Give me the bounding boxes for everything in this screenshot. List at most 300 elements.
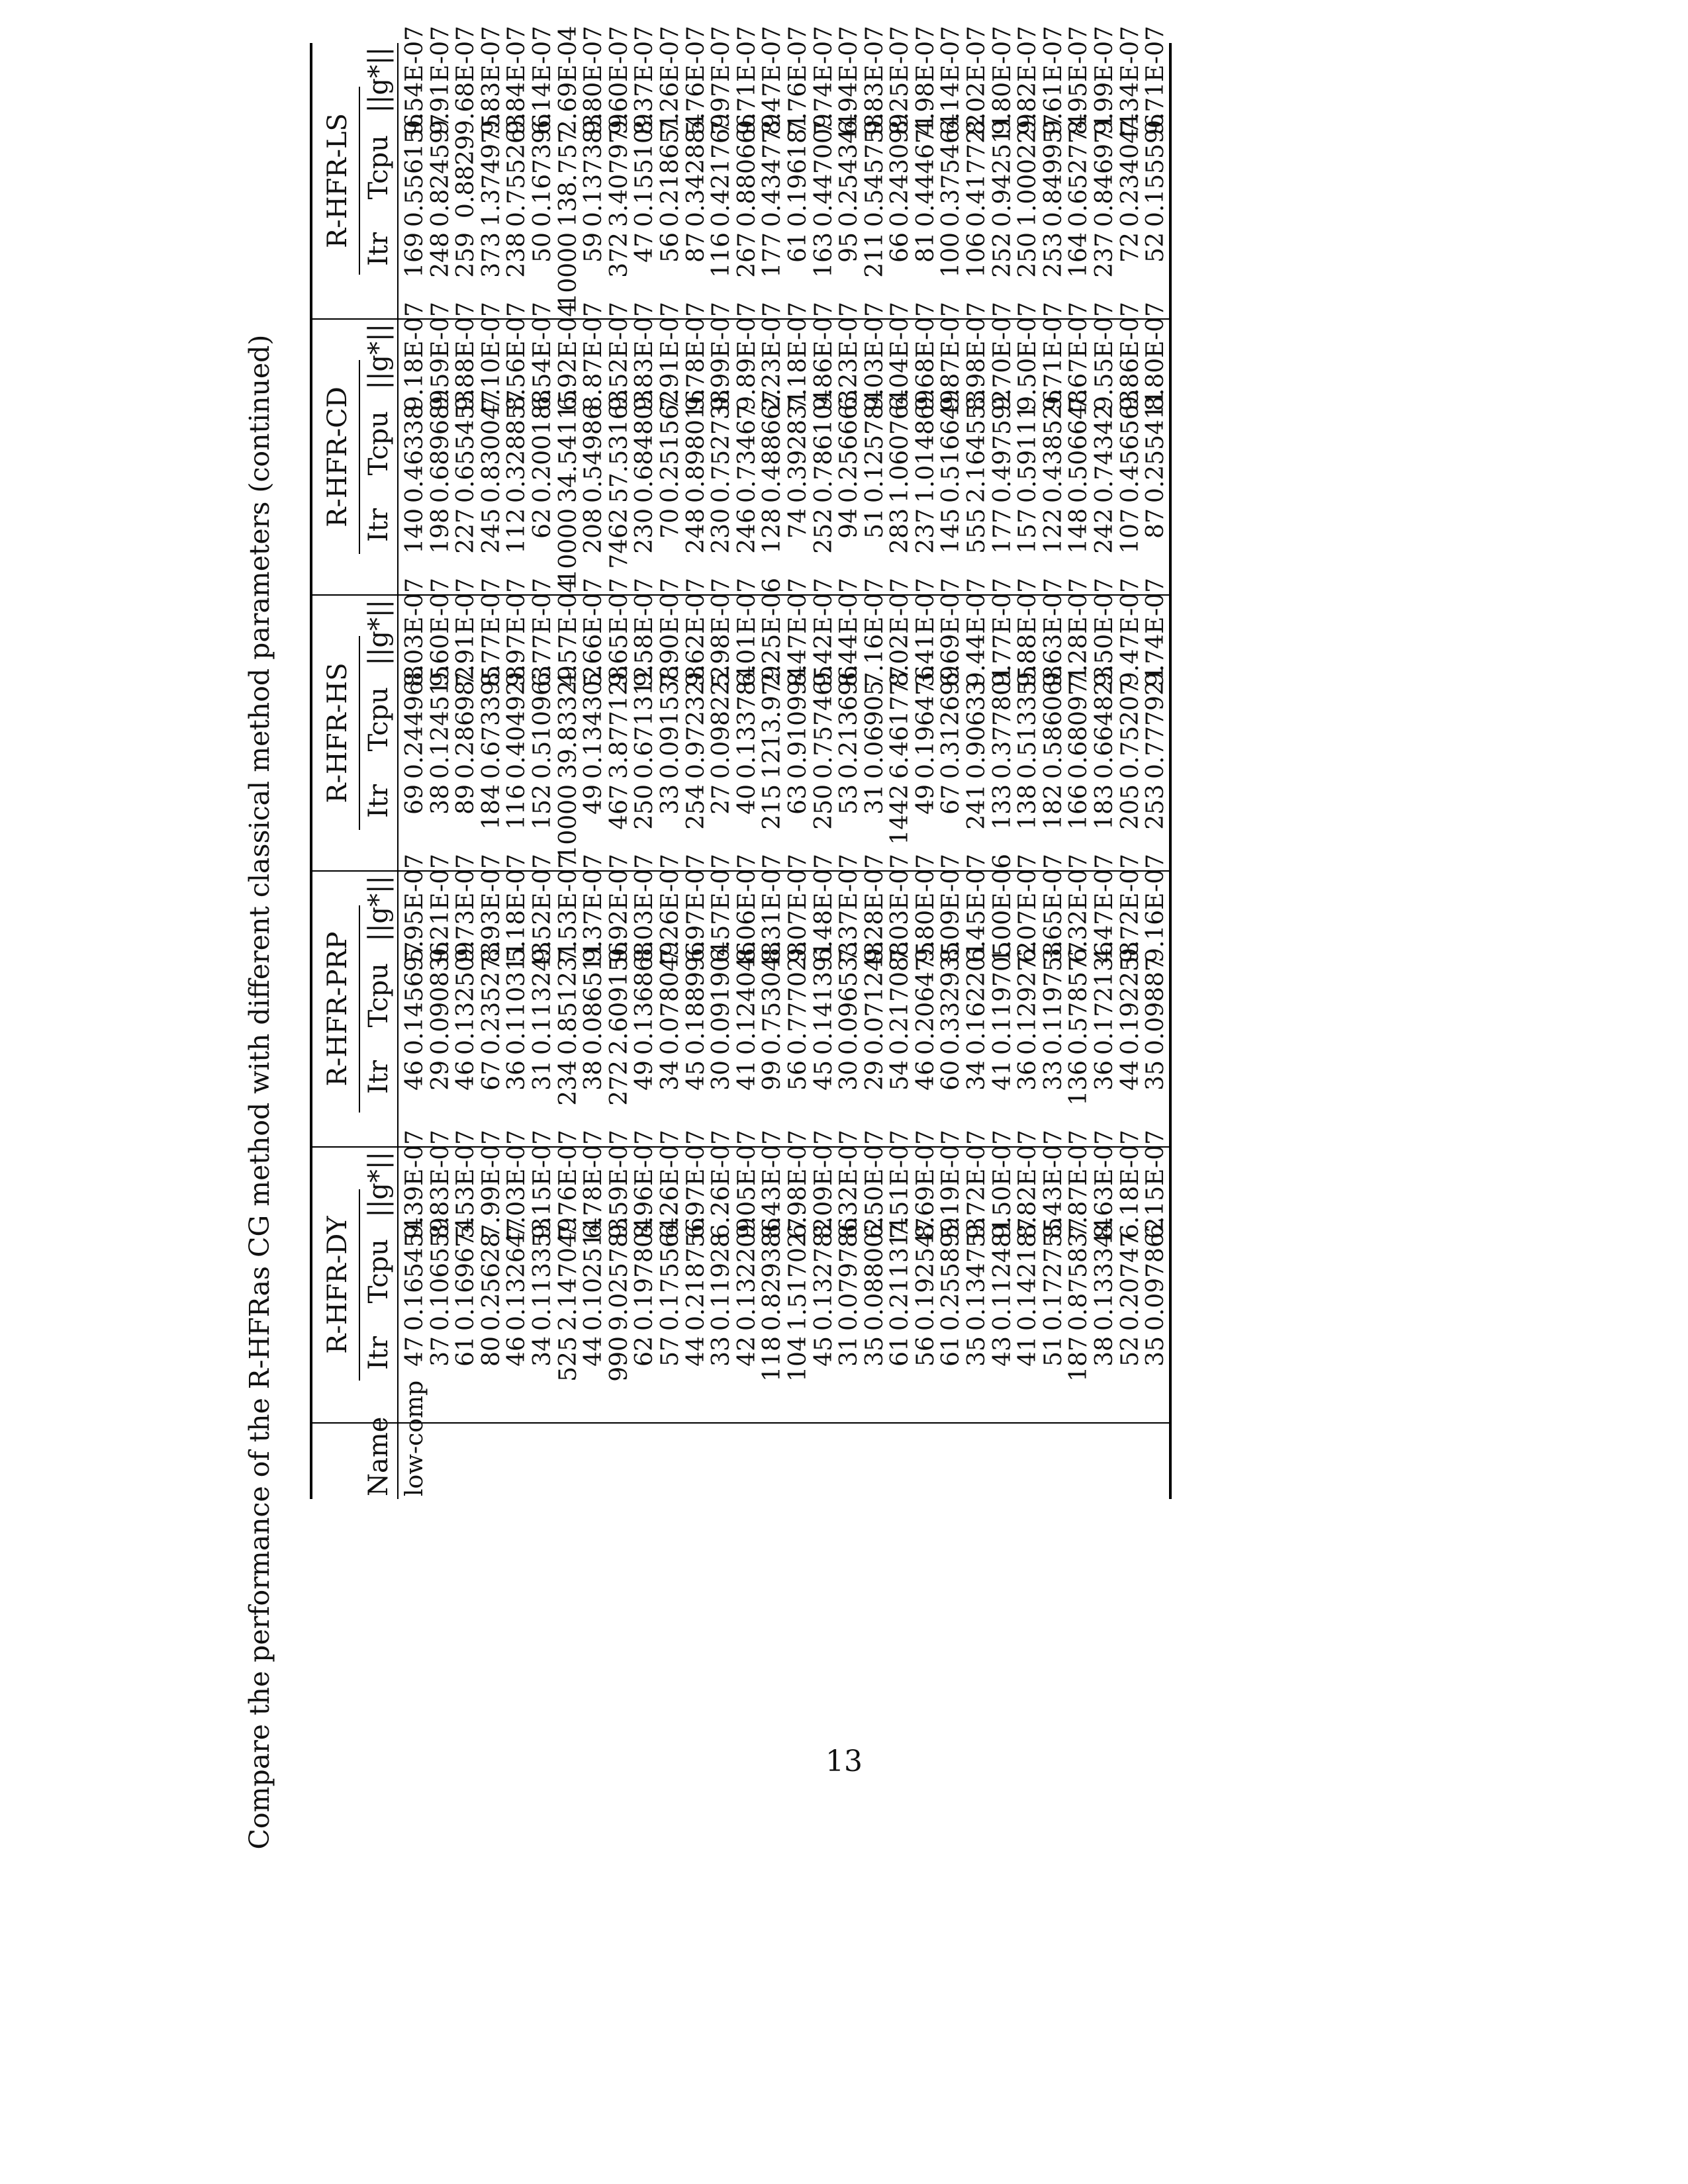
itr-cell: 45 [810,1060,837,1091]
itr-cell: 61 [452,1336,480,1367]
gnorm-cell: 9.73E-07 [452,853,480,963]
gnorm-cell: 8.03E-07 [398,595,428,687]
itr-cell: 29 [861,1060,888,1091]
method-header-row [312,43,360,1499]
tcpu-cell: 0.377801 [988,665,1016,779]
tcpu-cell: 0.192547 [912,1217,939,1331]
method-header: R-HFR-DY [312,1147,360,1423]
itr-cell: 133 [988,784,1016,830]
itr-cell: 10000 [554,508,582,584]
tcpu-cell: 0.132782 [810,1217,837,1331]
tcpu-cell: 1.517027 [784,1217,812,1331]
table-row [888,43,914,1499]
itr-cell: 67 [937,784,965,815]
itr-cell: 237 [912,508,939,554]
gnorm-cell: 6.77E-07 [528,577,556,687]
itr-cell: 38 [580,1060,608,1091]
name-header-spacer [312,1423,360,1499]
itr-cell: 1442 [886,784,914,845]
tcpu-cell: 0.456563 [1116,389,1144,503]
problem-name-cell: low-comp [398,1423,428,1499]
itr-cell: 61 [937,1336,965,1367]
tcpu-cell: 0.545758 [861,113,888,227]
gnorm-cell: 9.71E-07 [733,25,761,135]
problem-name-cell [1066,1423,1092,1499]
tcpu-cell: 0.133784 [733,665,761,779]
problem-name-cell [760,1423,786,1499]
problem-name-cell [837,1423,863,1499]
itr-cell: 49 [631,1060,659,1091]
itr-cell: 148 [1065,508,1093,554]
itr-cell: 182 [1039,784,1067,830]
itr-cell: 238 [503,232,531,278]
gnorm-cell: 6.48E-07 [810,853,837,963]
table-row [964,43,990,1499]
tcpu-cell: 0.684803 [631,389,659,503]
tcpu-cell: 0.192258 [1116,941,1144,1055]
gnorm-cell: 9.59E-07 [426,301,454,411]
tcpu-cell: 0.664823 [1091,665,1119,779]
gnorm-cell: 9.61E-07 [1039,25,1067,135]
gnorm-cell: 7.51E-07 [886,1129,914,1239]
tcpu-cell: 0.342884 [682,113,710,227]
gnorm-cell: 9.99E-07 [708,301,735,411]
tcpu-cell: 1.374975 [477,113,505,227]
gnorm-cell: 9.16E-07 [1142,853,1170,963]
itr-cell: 46 [452,1060,480,1091]
itr-cell: 250 [631,784,659,830]
itr-cell: 66 [886,232,914,263]
gnorm-cell: 9.80E-07 [988,25,1016,135]
itr-cell: 372 [605,232,633,278]
gnorm-cell: 9.78E-07 [682,301,710,411]
gnorm-cell: 9.89E-07 [733,301,761,411]
itr-cell: 52 [1116,1336,1144,1367]
table-row [607,43,633,1499]
itr-cell: 35 [963,1336,991,1367]
gnorm-cell: 9.39E-07 [398,1147,428,1239]
itr-cell: 41 [1014,1336,1042,1367]
tcpu-cell: 0.655453 [452,389,480,503]
itr-cell: 118 [759,1336,786,1382]
itr-cell: 46 [912,1060,939,1091]
itr-cell: 67 [477,1060,505,1091]
itr-cell: 248 [682,508,710,554]
itr-cell: 259 [452,232,480,278]
gnorm-cell: 9.83E-07 [861,25,888,135]
gnorm-cell: 9.83E-07 [631,301,659,411]
gnorm-cell: 7.91E-07 [452,577,480,687]
gnorm-cell: 8.83E-07 [426,1129,454,1239]
problem-name-cell [863,1423,888,1499]
table-row [1066,43,1092,1499]
problem-name-cell [914,1423,939,1499]
tcpu-cell: 0.392831 [784,389,812,503]
tcpu-cell: 0.46338 [401,404,428,503]
method-header: R-HFR-HS [312,595,360,871]
gnorm-cell: 8.93E-07 [477,853,505,963]
itr-cell: 555 [963,508,991,554]
gnorm-cell: 6.14E-07 [528,25,556,135]
gnorm-cell: 8.06E-07 [733,853,761,963]
itr-cell: 89 [452,784,480,815]
itr-cell: 31 [528,1060,556,1091]
itr-cell: 72 [1116,232,1144,263]
gnorm-cell: 7.37E-07 [835,853,863,963]
itr-cell: 87 [682,232,710,263]
tcpu-cell: 0.071248 [861,941,888,1055]
tcpu-cell: 0.752738 [708,389,735,503]
tcpu-cell: 57.53163 [605,389,633,503]
table-row [1118,43,1144,1499]
itr-cell: 49 [912,784,939,815]
itr-cell: 241 [963,784,991,830]
gnorm-cell: 8.02E-07 [886,577,914,687]
itr-cell: 44 [580,1336,608,1367]
tcpu-cell: 0.132509 [452,941,480,1055]
gnorm-cell: 1.00E-06 [988,853,1016,963]
itr-cell: 152 [528,784,556,830]
itr-cell: 140 [401,508,428,554]
column-header-row [360,43,398,1499]
tcpu-cell: 0.20747 [1116,1232,1144,1331]
gnorm-cell: 8.69E-07 [912,1129,939,1239]
tcpu-cell: 0.59111 [1014,404,1042,503]
table-row [786,43,812,1499]
itr-cell: 177 [759,232,786,278]
tcpu-cell: 0.136868 [631,941,659,1055]
gnorm-cell: 8.09E-07 [810,1129,837,1239]
tcpu-cell: 0.090836 [426,941,454,1055]
tcpu-cell: 0.8829 [452,135,480,218]
itr-cell: 31 [835,1336,863,1367]
gnorm-cell: 8.82E-07 [1014,1129,1042,1239]
tcpu-cell: 0.510963 [528,665,556,779]
itr-cell: 53 [835,784,863,815]
tcpu-cell: 0.133344 [1091,1217,1119,1331]
tcpu-cell: 0.119758 [1039,941,1067,1055]
gnorm-cell: 8.44E-07 [835,577,863,687]
itr-cell: 177 [988,508,1016,554]
problem-name-cell [453,1423,479,1499]
tcpu-cell: 0.141391 [810,941,837,1055]
itr-cell: 10000 [554,232,582,308]
gnorm-cell: 8.31E-07 [759,853,786,963]
gnorm-cell: 6.07E-07 [1014,853,1042,963]
itr-cell: 525 [554,1336,582,1382]
itr-cell: 62 [631,1336,659,1367]
itr-cell: 272 [605,1060,633,1106]
itr-cell: 33 [708,1336,735,1367]
tcpu-cell: 0.875837 [1065,1217,1093,1331]
gnorm-cell: 6.57E-07 [708,853,735,963]
gnorm-cell: 7.74E-07 [810,25,837,135]
itr-cell: 43 [988,1336,1016,1367]
itr-cell: 242 [1091,508,1119,554]
gnorm-header: ||g*|| [360,319,398,411]
itr-cell: 33 [656,784,684,815]
tcpu-cell: 0.112481 [988,1217,1016,1331]
tcpu-cell: 0.73467 [733,404,761,503]
tcpu-cell: 0.196476 [912,665,939,779]
gnorm-cell: 7.67E-07 [1065,301,1093,411]
table-row [684,43,710,1499]
tcpu-cell: 0.134302 [580,665,608,779]
gnorm-cell: 7.03E-07 [503,1129,531,1239]
tcpu-cell: 0.196181 [784,113,812,227]
gnorm-cell: 4.98E-07 [912,25,939,135]
problem-name-cell [990,1423,1016,1499]
tcpu-cell: 0.497592 [988,389,1016,503]
tcpu-cell: 0.846971 [1091,113,1119,227]
gnorm-cell: 8.63E-07 [1091,1129,1119,1239]
itr-cell: 116 [708,232,735,278]
gnorm-cell: 9.60E-07 [605,25,633,135]
tcpu-cell: 0.851231 [554,941,582,1055]
gnorm-cell: 8.25E-07 [886,25,914,135]
gnorm-cell: 9.71E-07 [1039,301,1067,411]
gnorm-cell: 7.03E-07 [886,853,914,963]
gnorm-cell: 5.95E-07 [398,871,428,963]
itr-cell: 104 [784,1336,812,1382]
gnorm-cell: 7.34E-07 [1116,25,1144,135]
gnorm-cell: 9.58E-07 [631,577,659,687]
problem-name-cell [1118,1423,1144,1499]
tcpu-cell: 0.113353 [528,1217,556,1331]
problem-name-cell [504,1423,530,1499]
itr-cell: 47 [401,1336,428,1367]
tcpu-cell: 0.375464 [937,113,965,227]
tcpu-cell: 0.102514 [580,1217,608,1331]
gnorm-header: ||g*|| [360,871,398,963]
tcpu-cell: 0.091904 [708,941,735,1055]
tcpu-cell: 0.753048 [759,941,786,1055]
itr-cell: 136 [1065,1060,1093,1106]
tcpu-cell: 0.169674 [452,1217,480,1331]
gnorm-cell: 9.97E-07 [503,577,531,687]
tcpu-cell: 9.025783 [605,1217,633,1331]
gnorm-cell: 6.69E-07 [937,577,965,687]
tcpu-cell: 0.134753 [963,1217,991,1331]
gnorm-cell: 8.80E-07 [1142,301,1170,411]
itr-cell: 145 [937,508,965,554]
tcpu-cell: 0.488667 [759,389,786,503]
gnorm-cell: 8.09E-07 [937,853,965,963]
tcpu-cell: 0.578577 [1065,941,1093,1055]
tcpu-cell: 0.155109 [631,113,659,227]
tcpu-header: Tcpu [360,411,398,503]
itr-cell: 230 [708,508,735,554]
gnorm-header: ||g*|| [360,595,398,687]
itr-cell: 248 [426,232,454,278]
itr-cell: 38 [1091,1336,1119,1367]
tcpu-cell: 0.74342 [1091,404,1119,503]
tcpu-cell: 0.124046 [733,941,761,1055]
gnorm-cell: 6.97E-07 [682,853,710,963]
tcpu-cell: 0.098222 [708,665,735,779]
results-table [310,25,1172,1499]
tcpu-cell: 0.079786 [835,1217,863,1331]
tcpu-cell: 0.172136 [1091,941,1119,1055]
itr-cell: 211 [861,232,888,278]
tcpu-cell: 0.829386 [759,1217,786,1331]
tcpu-cell: 0.088002 [861,1217,888,1331]
problem-name-cell [1041,1423,1067,1499]
gnorm-cell: 6.78E-07 [580,1129,608,1239]
gnorm-cell: 9.80E-07 [912,853,939,963]
tcpu-cell: 0.434779 [759,113,786,227]
itr-cell: 34 [963,1060,991,1091]
tcpu-cell: 0.255899 [937,1217,965,1331]
tcpu-cell: 0.234044 [1116,113,1144,227]
gnorm-cell: 8.37E-07 [631,25,659,135]
itr-header: Itr [360,1331,398,1423]
tcpu-cell: 0.145697 [401,941,428,1055]
tcpu-cell: 0.972328 [682,665,710,779]
gnorm-cell: 9.77E-07 [988,577,1016,687]
itr-cell: 267 [733,232,761,278]
tcpu-cell: 0.142187 [1014,1217,1042,1331]
gnorm-cell: 6.97E-07 [682,1129,710,1239]
itr-cell: 35 [1142,1336,1170,1367]
gnorm-cell: 9.88E-07 [1014,577,1042,687]
itr-cell: 163 [810,232,837,278]
tcpu-cell: 0.75207 [1116,680,1144,779]
tcpu-cell: 2.164553 [963,389,991,503]
gnorm-cell: 9.03E-07 [861,301,888,411]
tcpu-cell: 0.218756 [682,1217,710,1331]
problem-name-cell [632,1423,658,1499]
itr-cell: 51 [861,508,888,539]
itr-cell: 81 [912,232,939,263]
itr-cell: 46 [503,1336,531,1367]
gnorm-cell: 7.16E-07 [861,577,888,687]
itr-cell: 99 [759,1060,786,1091]
gnorm-cell: 9.15E-07 [528,1129,556,1239]
table-row [812,43,837,1499]
problem-name-cell [709,1423,735,1499]
gnorm-cell: 8.02E-07 [963,25,991,135]
itr-cell: 253 [1039,232,1067,278]
tcpu-header: Tcpu [360,963,398,1055]
tcpu-cell: 0.162201 [963,941,991,1055]
itr-cell: 283 [886,508,914,554]
itr-cell: 51 [1039,1336,1067,1367]
tcpu-cell: 0.09887 [1142,956,1170,1055]
itr-cell: 45 [810,1336,837,1367]
tcpu-cell: 0.218651 [656,113,684,227]
gnorm-cell: 6.45E-07 [963,853,991,963]
tcpu-cell: 0.200188 [528,389,556,503]
itr-cell: 116 [503,784,531,830]
problem-name-cell [530,1423,556,1499]
problem-name-cell [556,1423,582,1499]
tcpu-cell: 0.110311 [503,941,531,1055]
tcpu-cell: 0.256663 [835,389,863,503]
gnorm-cell: 9.80E-07 [580,25,608,135]
itr-cell: 31 [861,784,888,815]
gnorm-cell: 9.86E-07 [1116,301,1144,411]
method-header: R-HFR-PRP [312,871,360,1147]
itr-header: Itr [360,779,398,871]
itr-cell: 252 [810,508,837,554]
gnorm-cell: 9.72E-07 [963,1129,991,1239]
tcpu-cell: 0.777921 [1142,665,1170,779]
itr-header: Itr [360,227,398,319]
tcpu-cell: 0.404928 [503,665,531,779]
gnorm-cell: 8.32E-07 [835,1129,863,1239]
itr-cell: 138 [1014,784,1042,830]
gnorm-cell: 9.54E-07 [401,25,428,135]
tcpu-cell: 0.586068 [1039,665,1067,779]
itr-cell: 164 [1065,232,1093,278]
itr-cell: 112 [503,508,531,554]
problem-name-cell [812,1423,837,1499]
tcpu-cell: 0.113243 [528,941,556,1055]
itr-cell: 169 [401,232,428,278]
gnorm-cell: 9.86E-07 [810,301,837,411]
table-row [760,43,786,1499]
table-row [428,43,454,1499]
gnorm-cell: 9.52E-07 [528,853,556,963]
tcpu-cell: 0.824597 [426,113,454,227]
gnorm-cell: 6.98E-07 [784,1129,812,1239]
tcpu-cell: 0.910994 [784,665,812,779]
itr-cell: 30 [708,1060,735,1091]
gnorm-cell: 5.18E-07 [503,853,531,963]
itr-cell: 250 [810,784,837,830]
tcpu-cell: 0.06905 [861,680,888,779]
tcpu-cell: 0.206475 [912,941,939,1055]
itr-cell: 107 [1116,508,1144,554]
itr-cell: 47 [631,232,659,263]
itr-cell: 27 [708,784,735,815]
itr-cell: 250 [1014,232,1042,278]
gnorm-cell: 4.47E-07 [1091,853,1119,963]
gnorm-cell: 9.68E-07 [912,301,939,411]
gnorm-cell: 8.56E-07 [503,301,531,411]
itr-cell: 42 [733,1336,761,1367]
gnorm-cell: 9.60E-07 [426,577,454,687]
itr-cell: 184 [477,784,505,830]
tcpu-cell: 39.83329 [554,665,582,779]
itr-cell: 128 [759,508,786,554]
itr-cell: 61 [886,1336,914,1367]
gnorm-cell: 6.23E-07 [835,301,863,411]
problem-name-cell [735,1423,761,1499]
tcpu-cell: 0.438526 [1039,389,1067,503]
gnorm-cell: 9.07E-07 [784,853,812,963]
gnorm-cell: 7.99E-07 [477,1129,505,1239]
itr-cell: 80 [477,1336,505,1367]
itr-cell: 34 [528,1336,556,1367]
gnorm-cell: 9.88E-07 [452,301,480,411]
problem-name-cell [684,1423,710,1499]
tcpu-cell: 34.54115 [554,389,582,503]
problem-name-cell [888,1423,914,1499]
tcpu-cell: 0.506648 [1065,389,1093,503]
tcpu-cell: 0.680971 [1065,665,1093,779]
tcpu-cell: 0.417722 [963,113,991,227]
gnorm-cell: 9.62E-07 [682,577,710,687]
results-table-grid [312,25,1170,1499]
tcpu-cell: 1.060764 [886,389,914,503]
tcpu-cell: 0.54986 [580,404,608,503]
gnorm-cell: 7.76E-07 [554,1129,582,1239]
tcpu-cell: 0.444671 [912,113,939,227]
gnorm-cell: 9.21E-07 [426,853,454,963]
gnorm-cell: 6.14E-07 [937,25,965,135]
